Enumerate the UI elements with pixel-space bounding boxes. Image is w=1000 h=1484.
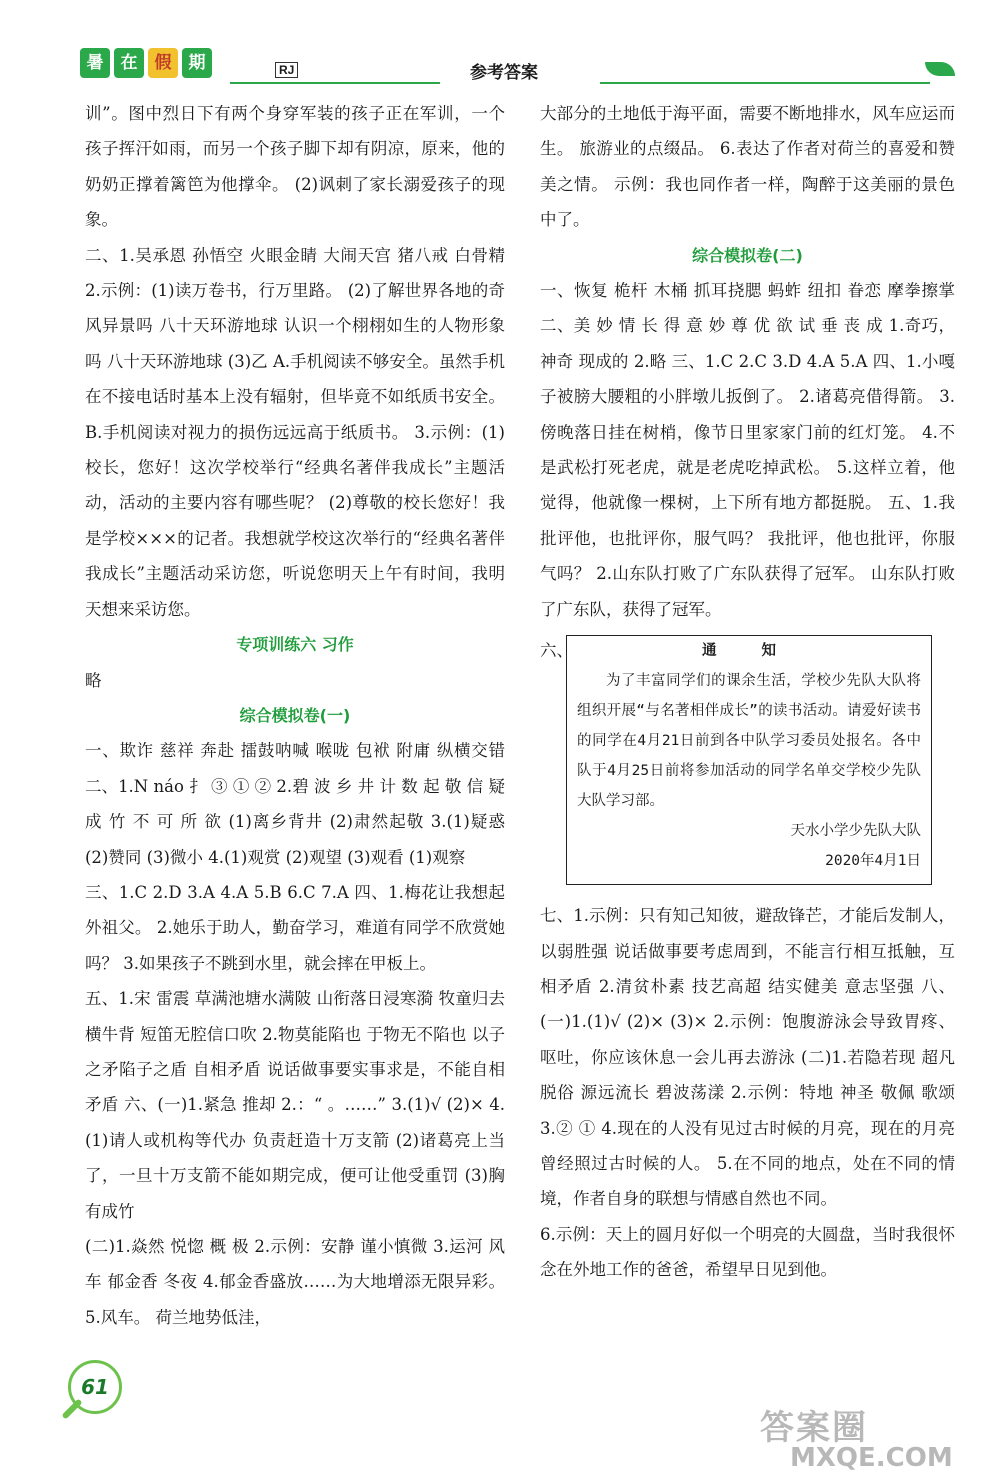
answer-paragraph: 一、欺诈 慈祥 奔赴 擂鼓呐喊 喉咙 包袱 附庸 纵横交错 二、1.N náo 扌 ③ ① ② 2.碧 波 乡 井 计 数 起 敬 信 疑 成 竹 不 可 所 欲 (1)离乡背井 (2)肃然起敬 3.(1)疑惑 (2)赞同 (3)微小 4.(1)观赏 (2)观望 (3)观看 (1)观察 xyxy=(85,741,505,867)
right-column xyxy=(540,96,955,1288)
logo-glyph: 期 xyxy=(182,48,212,78)
page-header xyxy=(0,0,1000,90)
answer-paragraph: 6.示例：天上的圆月好似一个明亮的大圆盘，当时我很怀念在外地工作的爸爸，希望早日见到他。 xyxy=(540,1224,955,1280)
header-rule xyxy=(600,82,930,84)
logo-glyph: 假 xyxy=(148,48,178,78)
brand-logo xyxy=(80,48,230,78)
section-title: 综合模拟卷(一) xyxy=(239,705,351,725)
notice-signature: 天水小学少先队大队 xyxy=(790,823,921,840)
watermark-line2: MXQE.COM xyxy=(790,1443,953,1473)
header-rule xyxy=(230,82,440,84)
answer-paragraph: 五、1.宋 雷震 草满池塘水满陂 山衔落日浸寒漪 牧童归去横牛背 短笛无腔信口吹 2.物莫能陷也 于物无不陷也 以子之矛陷子之盾 自相矛盾 说话做事要实事求是，不能自相矛盾 六、(一)1.紧急 推却 2.：“ 。……” 3.(1)√ (2)× 4.(1)请人或机构等代办 负责赶造十万支箭 (2)诸葛亮上当了，一旦十万支箭不能如期完成，便可让他受重罚 (3)胸有成竹 xyxy=(85,989,505,1221)
page-number: 61 xyxy=(68,1360,122,1414)
watermark xyxy=(760,1400,990,1480)
edition-badge: RJ xyxy=(275,62,298,78)
answer-paragraph: 略 xyxy=(85,670,102,690)
notice-body: 为了丰富同学们的课余生活，学校少先队大队将组织开展“与名著相伴成长”的读书活动。请爱好读书的同学在4月21日前到各中队学习委员处报名。各中队于4月25日前将参加活动的同学名单交学校少先队大队学习部。 xyxy=(577,673,921,810)
answer-paragraph: 二、1.吴承恩 孙悟空 火眼金睛 大闹天宫 猪八戒 白骨精 2.示例：(1)读万卷书，行万里路。 (2)了解世界各地的奇风异景吗 八十天环游地球 认识一个栩栩如生的人物形象吗 八十天环游地球 (3)乙 A.手机阅读不够安全。虽然手机在不接电话时基本上没有辐射，但毕竟不如纸质书安全。B.手机阅读对视力的损伤远远高于纸质书。 3.示例：(1)校长，您好！这次学校举行“经典名著伴我成长”主题活动，活动的主要内容有哪些呢？ (2)尊敬的校长您好！我是学校×××的记者。我想就学校这次举行的“经典名著伴我成长”主题活动采访您，听说您明天上午有时间，我明天想来采访您。 xyxy=(85,245,505,619)
answer-paragraph: 训”。图中烈日下有两个身穿军装的孩子正在军训，一个孩子挥汗如雨，而另一个孩子脚下却有阴凉，原来，他的奶奶正撑着篱笆为他撑伞。 (2)讽刺了家长溺爱孩子的现象。 xyxy=(85,104,505,230)
logo-glyph: 暑 xyxy=(80,48,110,78)
notice-block xyxy=(540,633,955,898)
section-title: 综合模拟卷(二) xyxy=(692,245,803,265)
notice-title: 通 知 xyxy=(701,643,797,660)
watermark-line1: 答案圈 xyxy=(760,1408,868,1448)
section-title: 专项训练六 习作 xyxy=(236,635,354,655)
answer-paragraph: 大部分的土地低于海平面，需要不断地排水，风车应运而生。 旅游业的点缀品。 6.表达了作者对荷兰的喜爱和赞美之情。 示例：我也同作者一样，陶醉于这美丽的景色中了。 xyxy=(540,104,955,230)
right-column-bottom xyxy=(540,898,955,1287)
answer-paragraph: 七、1.示例：只有知己知彼，避敌锋芒，才能后发制人，以弱胜强 说话做事要考虑周到，不能言行相互抵触，互相矛盾 2.清贫朴素 技艺高超 结实健美 意志坚强 八、(一)1.(1)√ (2)× (3)× 2.示例：饱腹游泳会导致胃疼、呕吐，你应该休息一会儿再去游泳 (二)1.若隐若现 超凡脱俗 源远流长 碧波荡漾 2.示例：特地 神圣 敬佩 歌颂 3.② ① 4.现在的人没有见过古时候的月亮，现在的月亮曾经照过古时候的人。 5.在不同的地点，处在不同的情境，作者自身的联想与情感自然也不同。 xyxy=(540,906,955,1209)
left-column xyxy=(85,96,505,1335)
leaf-icon xyxy=(925,62,955,76)
answer-paragraph: (二)1.焱然 悦惚 概 极 2.示例：安静 谨小慎微 3.运河 风车 郁金香 冬夜 4.郁金香盛放……为大地增添无限异彩。 5.风车。 荷兰地势低洼， xyxy=(85,1237,505,1327)
notice-label: 六、 xyxy=(540,641,573,661)
page-title: 参考答案 xyxy=(470,63,538,83)
notice-date: 2020年4月1日 xyxy=(825,853,921,870)
notice-box xyxy=(566,635,932,885)
answer-paragraph: 一、恢复 桅杆 木桶 抓耳挠腮 蚂蚱 纽扣 眷恋 摩拳擦掌 二、美 妙 情 长 得 意 妙 尊 优 欲 试 垂 丧 成 1.奇巧，神奇 现成的 2.略 三、1.C 2.C 3.D 4.A 5.A 四、1.小嘎子被膀大腰粗的小胖墩儿扳倒了。 2.诸葛亮借得箭。 3.傍晚落日挂在树梢，像节日里家家门前的红灯笼。 4.不是武松打死老虎，就是老虎吃掉武松。 5.这样立着，他觉得，他就像一棵树，上下所有地方都挺脱。 五、1.我批评他，也批评你，服气吗？ 我批评，他也批评，你服气吗？ 2.山东队打败了广东队获得了冠军。 山东队打败了广东队，获得了冠军。 xyxy=(540,281,955,619)
logo-glyph: 在 xyxy=(114,48,144,78)
answer-paragraph: 三、1.C 2.D 3.A 4.A 5.B 6.C 7.A 四、1.梅花让我想起外祖父。 2.她乐于助人，勤奋学习，难道有同学不欣赏她吗？ 3.如果孩子不跳到水里，就会摔在甲板上。 xyxy=(85,882,505,973)
right-column-top xyxy=(540,96,955,627)
